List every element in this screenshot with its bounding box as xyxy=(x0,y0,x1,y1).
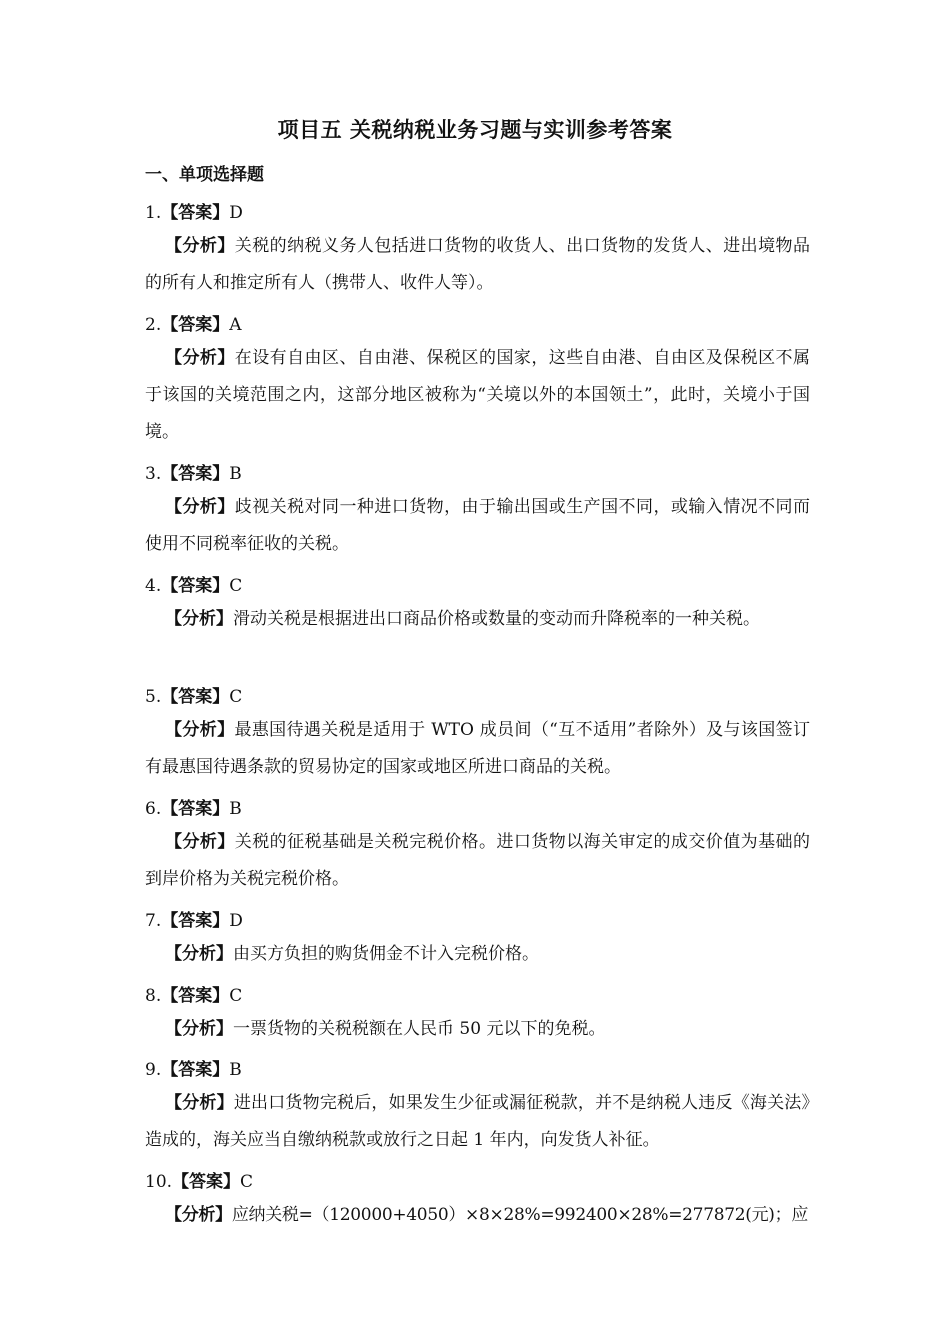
analysis-paragraph-9 xyxy=(145,1085,810,1159)
question-number: 8. xyxy=(145,986,162,1006)
answer-value: C xyxy=(229,687,243,707)
question-number: 6. xyxy=(145,799,162,819)
answer-line-9 xyxy=(145,1055,810,1080)
analysis-tag: 【分析】 xyxy=(165,348,235,368)
question-number: 7. xyxy=(145,911,162,931)
answer-value: D xyxy=(229,911,243,931)
analysis-tag: 【分析】 xyxy=(165,1093,234,1113)
answer-line-5 xyxy=(145,682,810,707)
question-number: 4. xyxy=(145,576,162,596)
answer-line-1 xyxy=(145,198,810,223)
answer-line-10 xyxy=(145,1167,810,1192)
answer-line-4 xyxy=(145,571,810,596)
analysis-paragraph-4 xyxy=(145,601,810,638)
answer-value: A xyxy=(229,315,242,335)
question-number: 5. xyxy=(145,687,162,707)
analysis-tag: 【分析】 xyxy=(165,1205,232,1225)
analysis-text: 由买方负担的购货佣金不计入完税价格。 xyxy=(233,944,539,964)
answer-tag: 【答案】 xyxy=(161,203,230,223)
analysis-paragraph-1 xyxy=(145,228,810,302)
answer-tag: 【答案】 xyxy=(161,1060,230,1080)
answer-value: C xyxy=(229,986,243,1006)
answer-value: B xyxy=(229,464,242,484)
question-number: 3. xyxy=(145,464,162,484)
answer-value: B xyxy=(229,1060,242,1080)
page-title: 项目五 关税纳税业务习题与实训参考答案 xyxy=(277,118,673,142)
analysis-paragraph-8 xyxy=(145,1011,810,1048)
analysis-tag: 【分析】 xyxy=(165,944,233,964)
answer-value: C xyxy=(229,576,243,596)
answer-line-8 xyxy=(145,981,810,1006)
analysis-paragraph-5 xyxy=(145,712,810,786)
answer-tag: 【答案】 xyxy=(161,464,230,484)
answer-tag: 【答案】 xyxy=(172,1172,241,1192)
analysis-paragraph-3 xyxy=(145,489,810,563)
analysis-text: 进出口货物完税后，如果发生少征或漏征税款，并不是纳税人违反《海关法》造成的，海关应当自缴纳税款或放行之日起 1 年内，向发货人补征。 xyxy=(145,1093,811,1150)
analysis-text: 最惠国待遇关税是适用于 WTO 成员间（“互不适用”者除外）及与该国签订有最惠国待遇条款的贸易协定的国家或地区所进口商品的关税。 xyxy=(145,720,811,777)
section-heading: 一、单项选择题 xyxy=(145,165,264,185)
question-number: 9. xyxy=(145,1060,162,1080)
analysis-tag: 【分析】 xyxy=(165,497,235,517)
analysis-paragraph-2 xyxy=(145,340,810,451)
answer-tag: 【答案】 xyxy=(161,687,230,707)
answer-tag: 【答案】 xyxy=(161,315,230,335)
answer-tag: 【答案】 xyxy=(161,799,230,819)
analysis-tag: 【分析】 xyxy=(165,609,233,629)
answer-value: B xyxy=(229,799,242,819)
answer-line-3 xyxy=(145,459,810,484)
analysis-text: 应纳关税=（120000+4050）×8×28%=992400×28%=277872(元)；应 xyxy=(231,1205,809,1225)
analysis-tag: 【分析】 xyxy=(165,236,235,256)
analysis-paragraph-10 xyxy=(145,1197,810,1234)
answer-value: C xyxy=(240,1172,254,1192)
answer-tag: 【答案】 xyxy=(161,576,230,596)
answer-tag: 【答案】 xyxy=(161,986,230,1006)
answer-value: D xyxy=(229,203,243,223)
analysis-text: 歧视关税对同一种进口货物，由于输出国或生产国不同，或输入情况不同而使用不同税率征收的关税。 xyxy=(145,497,811,554)
question-number: 1. xyxy=(145,203,162,223)
answer-line-7 xyxy=(145,906,810,931)
analysis-text: 关税的征税基础是关税完税价格。进口货物以海关审定的成交价值为基础的到岸价格为关税完税价格。 xyxy=(145,832,811,889)
analysis-tag: 【分析】 xyxy=(165,720,235,740)
question-number: 2. xyxy=(145,315,162,335)
answer-line-2 xyxy=(145,310,810,335)
analysis-paragraph-6 xyxy=(145,824,810,898)
answer-line-6 xyxy=(145,794,810,819)
analysis-tag: 【分析】 xyxy=(165,1019,233,1039)
question-number: 10. xyxy=(145,1172,173,1192)
answer-tag: 【答案】 xyxy=(161,911,230,931)
analysis-text: 滑动关税是根据进出口商品价格或数量的变动而升降税率的一种关税。 xyxy=(233,609,760,629)
analysis-text: 在设有自由区、自由港、保税区的国家，这些自由港、自由区及保税区不属于该国的关境范围之内，这部分地区被称为“关境以外的本国领土”，此时，关境小于国境。 xyxy=(145,348,811,442)
analysis-text: 关税的纳税义务人包括进口货物的收货人、出口货物的发货人、进出境物品的所有人和推定所有人（携带人、收件人等）。 xyxy=(145,236,811,293)
analysis-text: 一票货物的关税税额在人民币 50 元以下的免税。 xyxy=(233,1019,606,1039)
analysis-paragraph-7 xyxy=(145,936,810,973)
analysis-tag: 【分析】 xyxy=(165,832,235,852)
